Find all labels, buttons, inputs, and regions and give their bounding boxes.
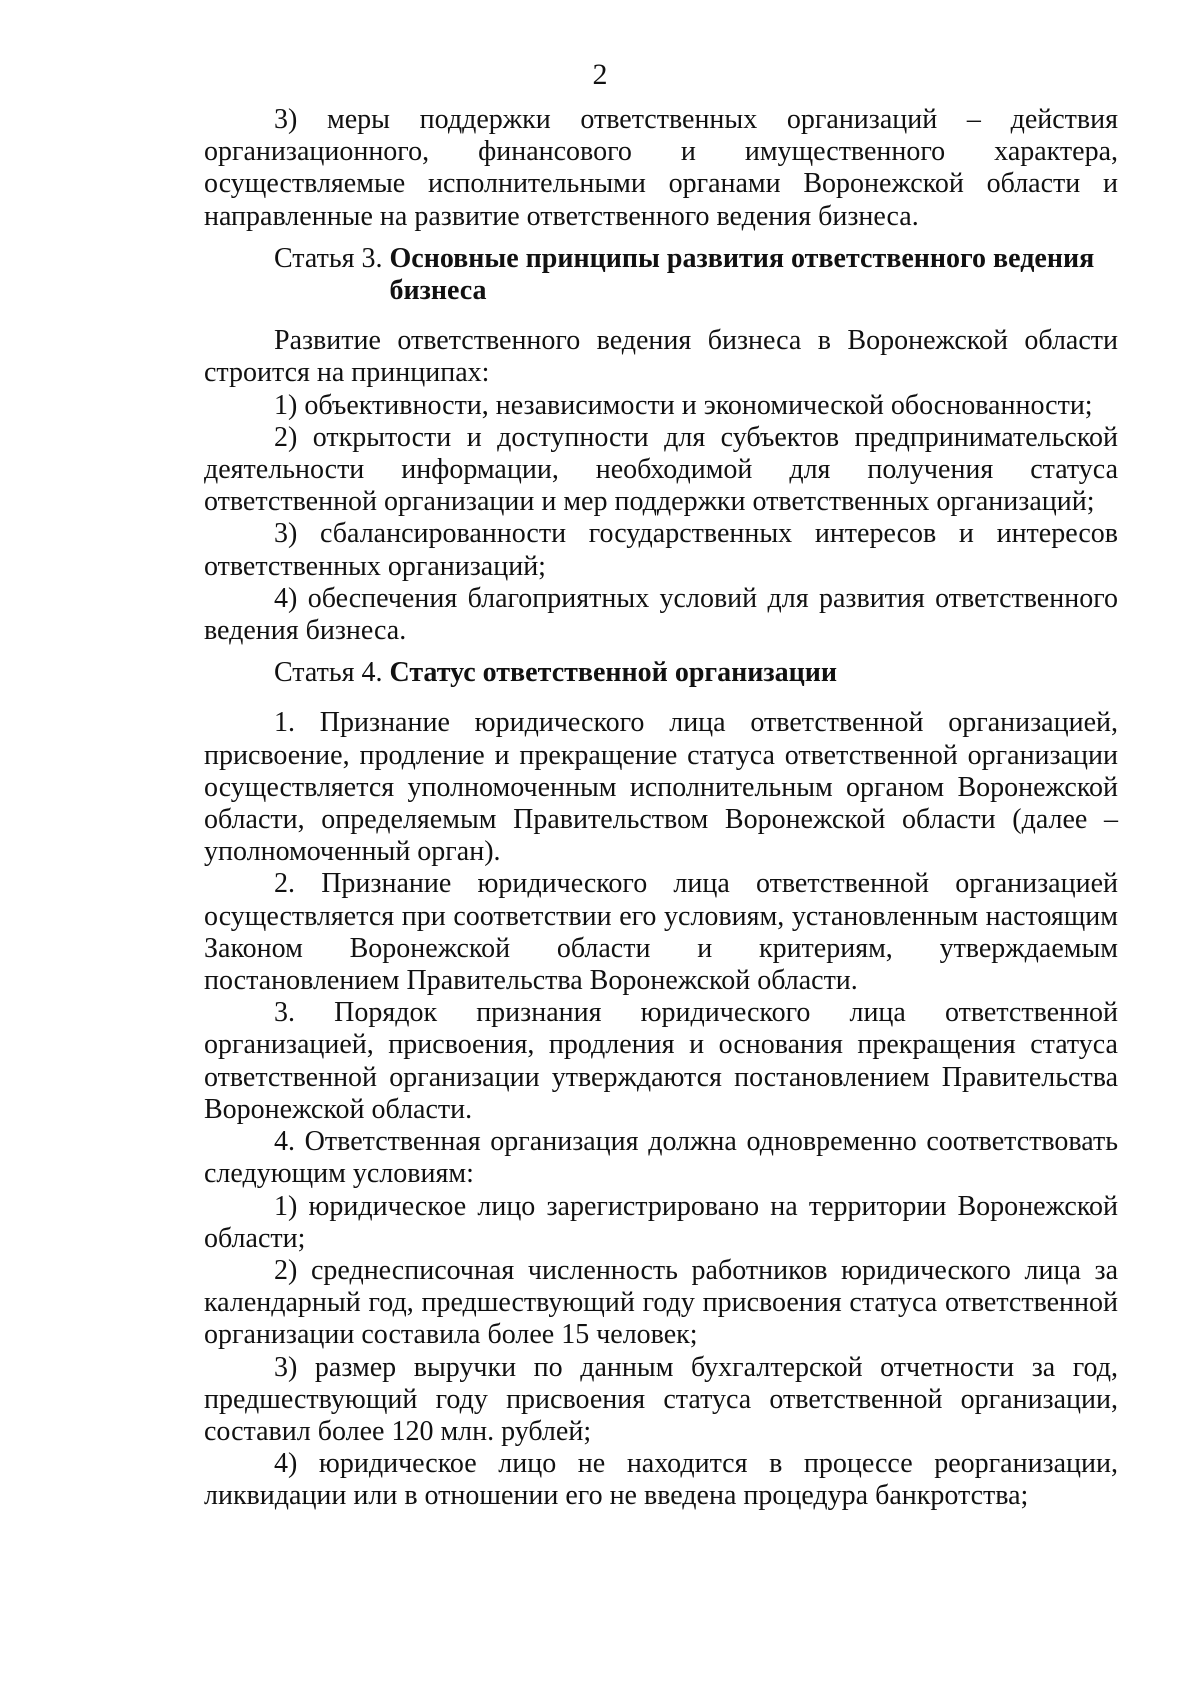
article-3-paragraph: Развитие ответственного ведения бизнеса в Воронежской области строится на принципах: <box>204 325 1118 389</box>
article-4-paragraph: 3) размер выручки по данным бухгалтерской отчетности за год, предшествующий году присвоения статуса ответственной организации, составил более 120 млн. рублей; <box>204 1351 1118 1447</box>
article-3-paragraph: 2) открытости и доступности для субъектов предпринимательской деятельности информации, необходимой для получения статуса ответственной организации и мер поддержки ответственных организаций; <box>204 421 1118 518</box>
article-3-paragraph: 3) сбалансированности государственных интересов и интересов ответственных организаций; <box>204 518 1118 582</box>
article-3-heading <box>204 243 1118 307</box>
article-4-number: Статья 4. <box>274 657 390 689</box>
article-4-title: Статус ответственной организации <box>389 657 838 689</box>
article-4-paragraph: 3. Порядок признания юридического лица ответственной организацией, присвоения, продления и основания прекращения статуса ответственной организации утверждаются постановлением Правительства Воронежской области. <box>204 997 1118 1125</box>
paragraph-support-measures: 3) меры поддержки ответственных организаций – действия организационного, финансового и имущественного характера, осуществляемые исполнительными органами Воронежской области и направленные на развитие ответственного ведения бизнеса. <box>204 104 1118 232</box>
article-3-paragraph: 1) объективности, независимости и экономической обоснованности; <box>274 389 1093 421</box>
article-4-paragraph: 4) юридическое лицо не находится в процессе реорганизации, ликвидации или в отношении его не введена процедура банкротства; <box>204 1448 1118 1512</box>
article-3-number: Статья 3. <box>274 242 390 274</box>
article-4-paragraph: 1. Признание юридического лица ответственной организацией, присвоение, продление и прекращение статуса ответственной организации осуществляется уполномоченным исполнительным органом Воронежской области, определяемым Правительством Воронежской области (далее – уполномоченный орган). <box>204 707 1118 868</box>
article-3-title: Основные принципы развития ответственного ведения бизнеса <box>389 242 1095 307</box>
page-number: 2 <box>592 58 608 91</box>
article-3-paragraph: 4) обеспечения благоприятных условий для развития ответственного ведения бизнеса. <box>204 582 1118 647</box>
article-4-heading <box>204 657 1118 689</box>
document-body <box>204 104 1118 1513</box>
article-4-paragraph: 1) юридическое лицо зарегистрировано на территории Воронежской области; <box>204 1190 1118 1254</box>
article-4-paragraph: 4. Ответственная организация должна одновременно соответствовать следующим условиям: <box>204 1126 1118 1190</box>
article-4-paragraph: 2) среднесписочная численность работников юридического лица за календарный год, предшествующий году присвоения статуса ответственной организации составила более 15 человек; <box>204 1254 1118 1351</box>
article-4-paragraph: 2. Признание юридического лица ответственной организацией осуществляется при соответствии его условиям, установленным настоящим Законом Воронежской области и критериям, утверждаемым постановлением Правительства Воронежской области. <box>204 868 1118 997</box>
